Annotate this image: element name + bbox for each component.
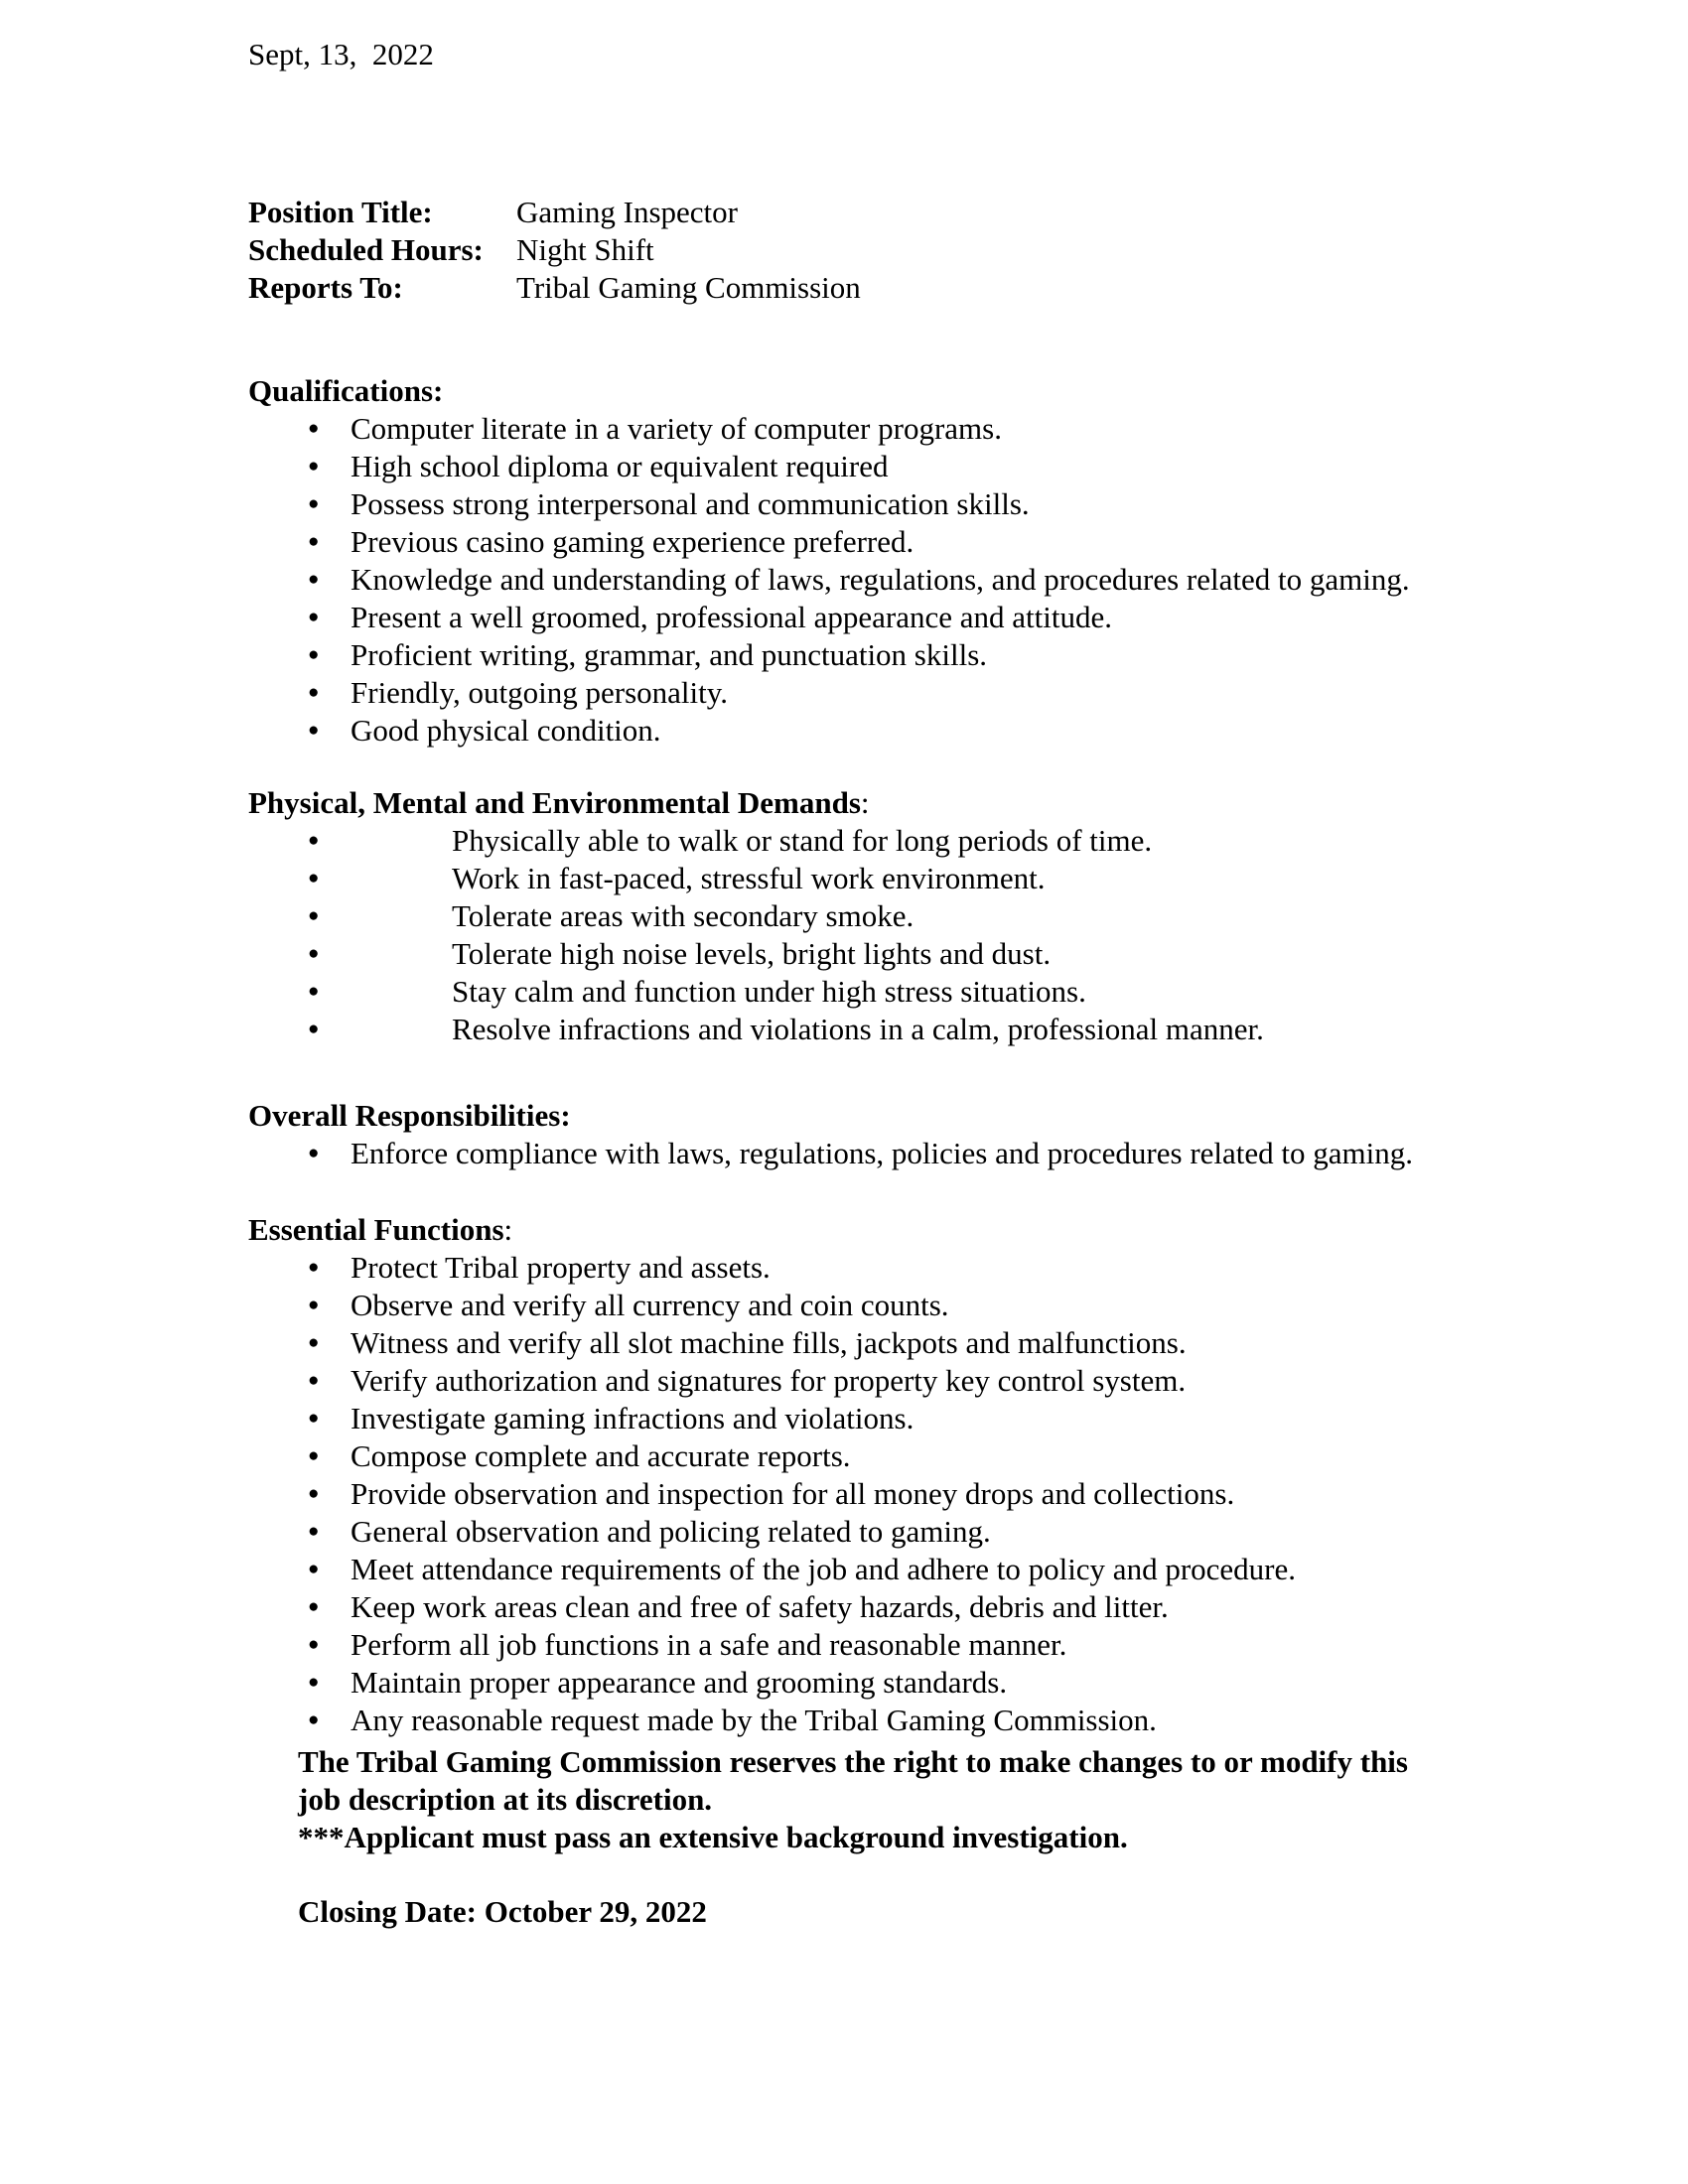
list-item-text: Computer literate in a variety of computer programs. bbox=[351, 411, 1002, 446]
list-item-text: Any reasonable request made by the Tribal Gaming Commission. bbox=[351, 1703, 1157, 1737]
closing-block bbox=[298, 1743, 1688, 1931]
list-item-text: Meet attendance requirements of the job and adhere to policy and procedure. bbox=[351, 1552, 1296, 1586]
list-item-text: Stay calm and function under high stress situations. bbox=[452, 974, 1086, 1009]
list-item-text: Physically able to walk or stand for long periods of time. bbox=[452, 823, 1153, 858]
list-item bbox=[248, 1475, 1688, 1513]
scheduled-hours-value: Night Shift bbox=[516, 232, 654, 267]
position-title-label: Position Title: bbox=[248, 195, 433, 229]
list-item-text: High school diploma or equivalent required bbox=[351, 449, 889, 483]
bullet-icon: ● bbox=[308, 1596, 320, 1617]
list-item-text: Witness and verify all slot machine fills, jackpots and malfunctions. bbox=[351, 1325, 1187, 1360]
list-item-text: Knowledge and understanding of laws, regulations, and procedures related to gaming. bbox=[351, 562, 1410, 597]
bullet-icon: ● bbox=[308, 1559, 320, 1579]
qualifications-heading-text: Qualifications: bbox=[248, 373, 444, 408]
bullet-icon: ● bbox=[308, 1445, 320, 1466]
list-item-text: Enforce compliance with laws, regulations, policies and procedures related to gaming. bbox=[351, 1136, 1413, 1170]
list-item bbox=[248, 448, 1688, 485]
header-row-reports-to bbox=[248, 269, 1688, 307]
bullet-icon: ● bbox=[308, 943, 320, 964]
list-item-text: Observe and verify all currency and coin counts. bbox=[351, 1288, 949, 1322]
list-item-text: Tolerate high noise levels, bright lights and dust. bbox=[452, 936, 1052, 971]
bullet-icon: ● bbox=[308, 1295, 320, 1315]
physical-demands-list bbox=[248, 822, 1688, 1048]
list-item bbox=[248, 1588, 1688, 1626]
bullet-icon: ● bbox=[308, 1521, 320, 1542]
bullet-icon: ● bbox=[308, 1019, 320, 1039]
bullet-icon: ● bbox=[308, 1672, 320, 1693]
list-item-text: Compose complete and accurate reports. bbox=[351, 1438, 851, 1473]
list-item bbox=[248, 1324, 1688, 1362]
reports-to-value: Tribal Gaming Commission bbox=[516, 270, 861, 305]
section-qualifications bbox=[248, 372, 1688, 750]
bullet-icon: ● bbox=[308, 682, 320, 703]
list-item bbox=[248, 1249, 1688, 1287]
list-item-text: Keep work areas clean and free of safety hazards, debris and litter. bbox=[351, 1589, 1169, 1624]
position-header-block bbox=[248, 194, 1688, 307]
list-item-text: Friendly, outgoing personality. bbox=[351, 675, 728, 710]
list-item-text: Investigate gaming infractions and violations. bbox=[351, 1401, 914, 1435]
overall-responsibilities-heading bbox=[248, 1097, 1688, 1135]
list-item bbox=[248, 1626, 1688, 1664]
list-item bbox=[248, 822, 1688, 860]
bullet-icon: ● bbox=[308, 830, 320, 851]
bullet-icon: ● bbox=[308, 1370, 320, 1391]
bullet-icon: ● bbox=[308, 1634, 320, 1655]
reports-to-label: Reports To: bbox=[248, 270, 403, 305]
list-item bbox=[248, 410, 1688, 448]
section-physical-demands bbox=[248, 784, 1688, 1048]
list-item-text: Protect Tribal property and assets. bbox=[351, 1250, 771, 1285]
bullet-icon: ● bbox=[308, 1257, 320, 1278]
list-item bbox=[248, 485, 1688, 523]
list-item bbox=[248, 1437, 1688, 1475]
physical-demands-heading-text: Physical, Mental and Environmental Demands bbox=[248, 785, 861, 820]
list-item bbox=[248, 1551, 1688, 1588]
section-overall-responsibilities bbox=[248, 1097, 1688, 1172]
list-item-text: Resolve infractions and violations in a calm, professional manner. bbox=[452, 1012, 1264, 1046]
list-item bbox=[248, 1135, 1688, 1172]
list-item bbox=[248, 712, 1688, 750]
list-item bbox=[248, 1287, 1688, 1324]
list-item bbox=[248, 1664, 1688, 1702]
modification-notice: The Tribal Gaming Commission reserves the right to make changes to or modify this job description at its discretion. bbox=[298, 1744, 1416, 1817]
list-item bbox=[248, 1362, 1688, 1400]
list-item bbox=[248, 1400, 1688, 1437]
list-item bbox=[248, 935, 1688, 973]
qualifications-heading bbox=[248, 372, 1688, 410]
position-title-value: Gaming Inspector bbox=[516, 195, 738, 229]
bullet-icon: ● bbox=[308, 1332, 320, 1353]
list-item-text: General observation and policing related to gaming. bbox=[351, 1514, 991, 1549]
list-item bbox=[248, 1702, 1688, 1739]
bullet-icon: ● bbox=[308, 1709, 320, 1730]
closing-date: Closing Date: October 29, 2022 bbox=[298, 1894, 707, 1929]
qualifications-list bbox=[248, 410, 1688, 750]
overall-responsibilities-list bbox=[248, 1135, 1688, 1172]
header-row-scheduled-hours bbox=[248, 231, 1688, 269]
bullet-icon: ● bbox=[308, 1143, 320, 1163]
bullet-icon: ● bbox=[308, 569, 320, 590]
header-row-position-title bbox=[248, 194, 1688, 231]
bullet-icon: ● bbox=[308, 531, 320, 552]
bullet-icon: ● bbox=[308, 418, 320, 439]
list-item-text: Verify authorization and signatures for property key control system. bbox=[351, 1363, 1187, 1398]
list-item bbox=[248, 523, 1688, 561]
essential-functions-list bbox=[248, 1249, 1688, 1739]
list-item bbox=[248, 599, 1688, 636]
list-item-text: Previous casino gaming experience preferred. bbox=[351, 524, 914, 559]
list-item bbox=[248, 1011, 1688, 1048]
list-item-text: Possess strong interpersonal and communication skills. bbox=[351, 486, 1030, 521]
list-item-text: Present a well groomed, professional appearance and attitude. bbox=[351, 600, 1112, 634]
list-item-text: Proficient writing, grammar, and punctuation skills. bbox=[351, 637, 988, 672]
essential-functions-heading: Essential Functions: bbox=[248, 1212, 513, 1247]
bullet-icon: ● bbox=[308, 456, 320, 477]
background-check-note: ***Applicant must pass an extensive background investigation. bbox=[298, 1820, 1128, 1854]
bullet-icon: ● bbox=[308, 981, 320, 1002]
bullet-icon: ● bbox=[308, 607, 320, 627]
essential-functions-heading-text: Essential Functions bbox=[248, 1212, 504, 1247]
list-item-text: Provide observation and inspection for all money drops and collections. bbox=[351, 1476, 1235, 1511]
overall-responsibilities-heading-text: Overall Responsibilities: bbox=[248, 1098, 571, 1133]
list-item-text: Maintain proper appearance and grooming standards. bbox=[351, 1665, 1008, 1700]
section-essential-functions bbox=[248, 1211, 1688, 1739]
list-item-text: Work in fast-paced, stressful work environment. bbox=[452, 861, 1046, 895]
list-item-text: Tolerate areas with secondary smoke. bbox=[452, 898, 914, 933]
list-item bbox=[248, 674, 1688, 712]
scheduled-hours-label: Scheduled Hours: bbox=[248, 232, 484, 267]
bullet-icon: ● bbox=[308, 1483, 320, 1504]
list-item-text: Good physical condition. bbox=[351, 713, 661, 748]
list-item bbox=[248, 973, 1688, 1011]
list-item bbox=[248, 561, 1688, 599]
list-item bbox=[248, 1513, 1688, 1551]
bullet-icon: ● bbox=[308, 720, 320, 741]
list-item bbox=[248, 897, 1688, 935]
list-item-text: Perform all job functions in a safe and reasonable manner. bbox=[351, 1627, 1067, 1662]
bullet-icon: ● bbox=[308, 644, 320, 665]
bullet-icon: ● bbox=[308, 868, 320, 888]
bullet-icon: ● bbox=[308, 1408, 320, 1429]
bullet-icon: ● bbox=[308, 905, 320, 926]
bullet-icon: ● bbox=[308, 493, 320, 514]
physical-demands-heading: Physical, Mental and Environmental Demands: bbox=[248, 785, 870, 820]
list-item bbox=[248, 860, 1688, 897]
document-date: Sept, 13, 2022 bbox=[248, 37, 434, 71]
list-item bbox=[248, 636, 1688, 674]
